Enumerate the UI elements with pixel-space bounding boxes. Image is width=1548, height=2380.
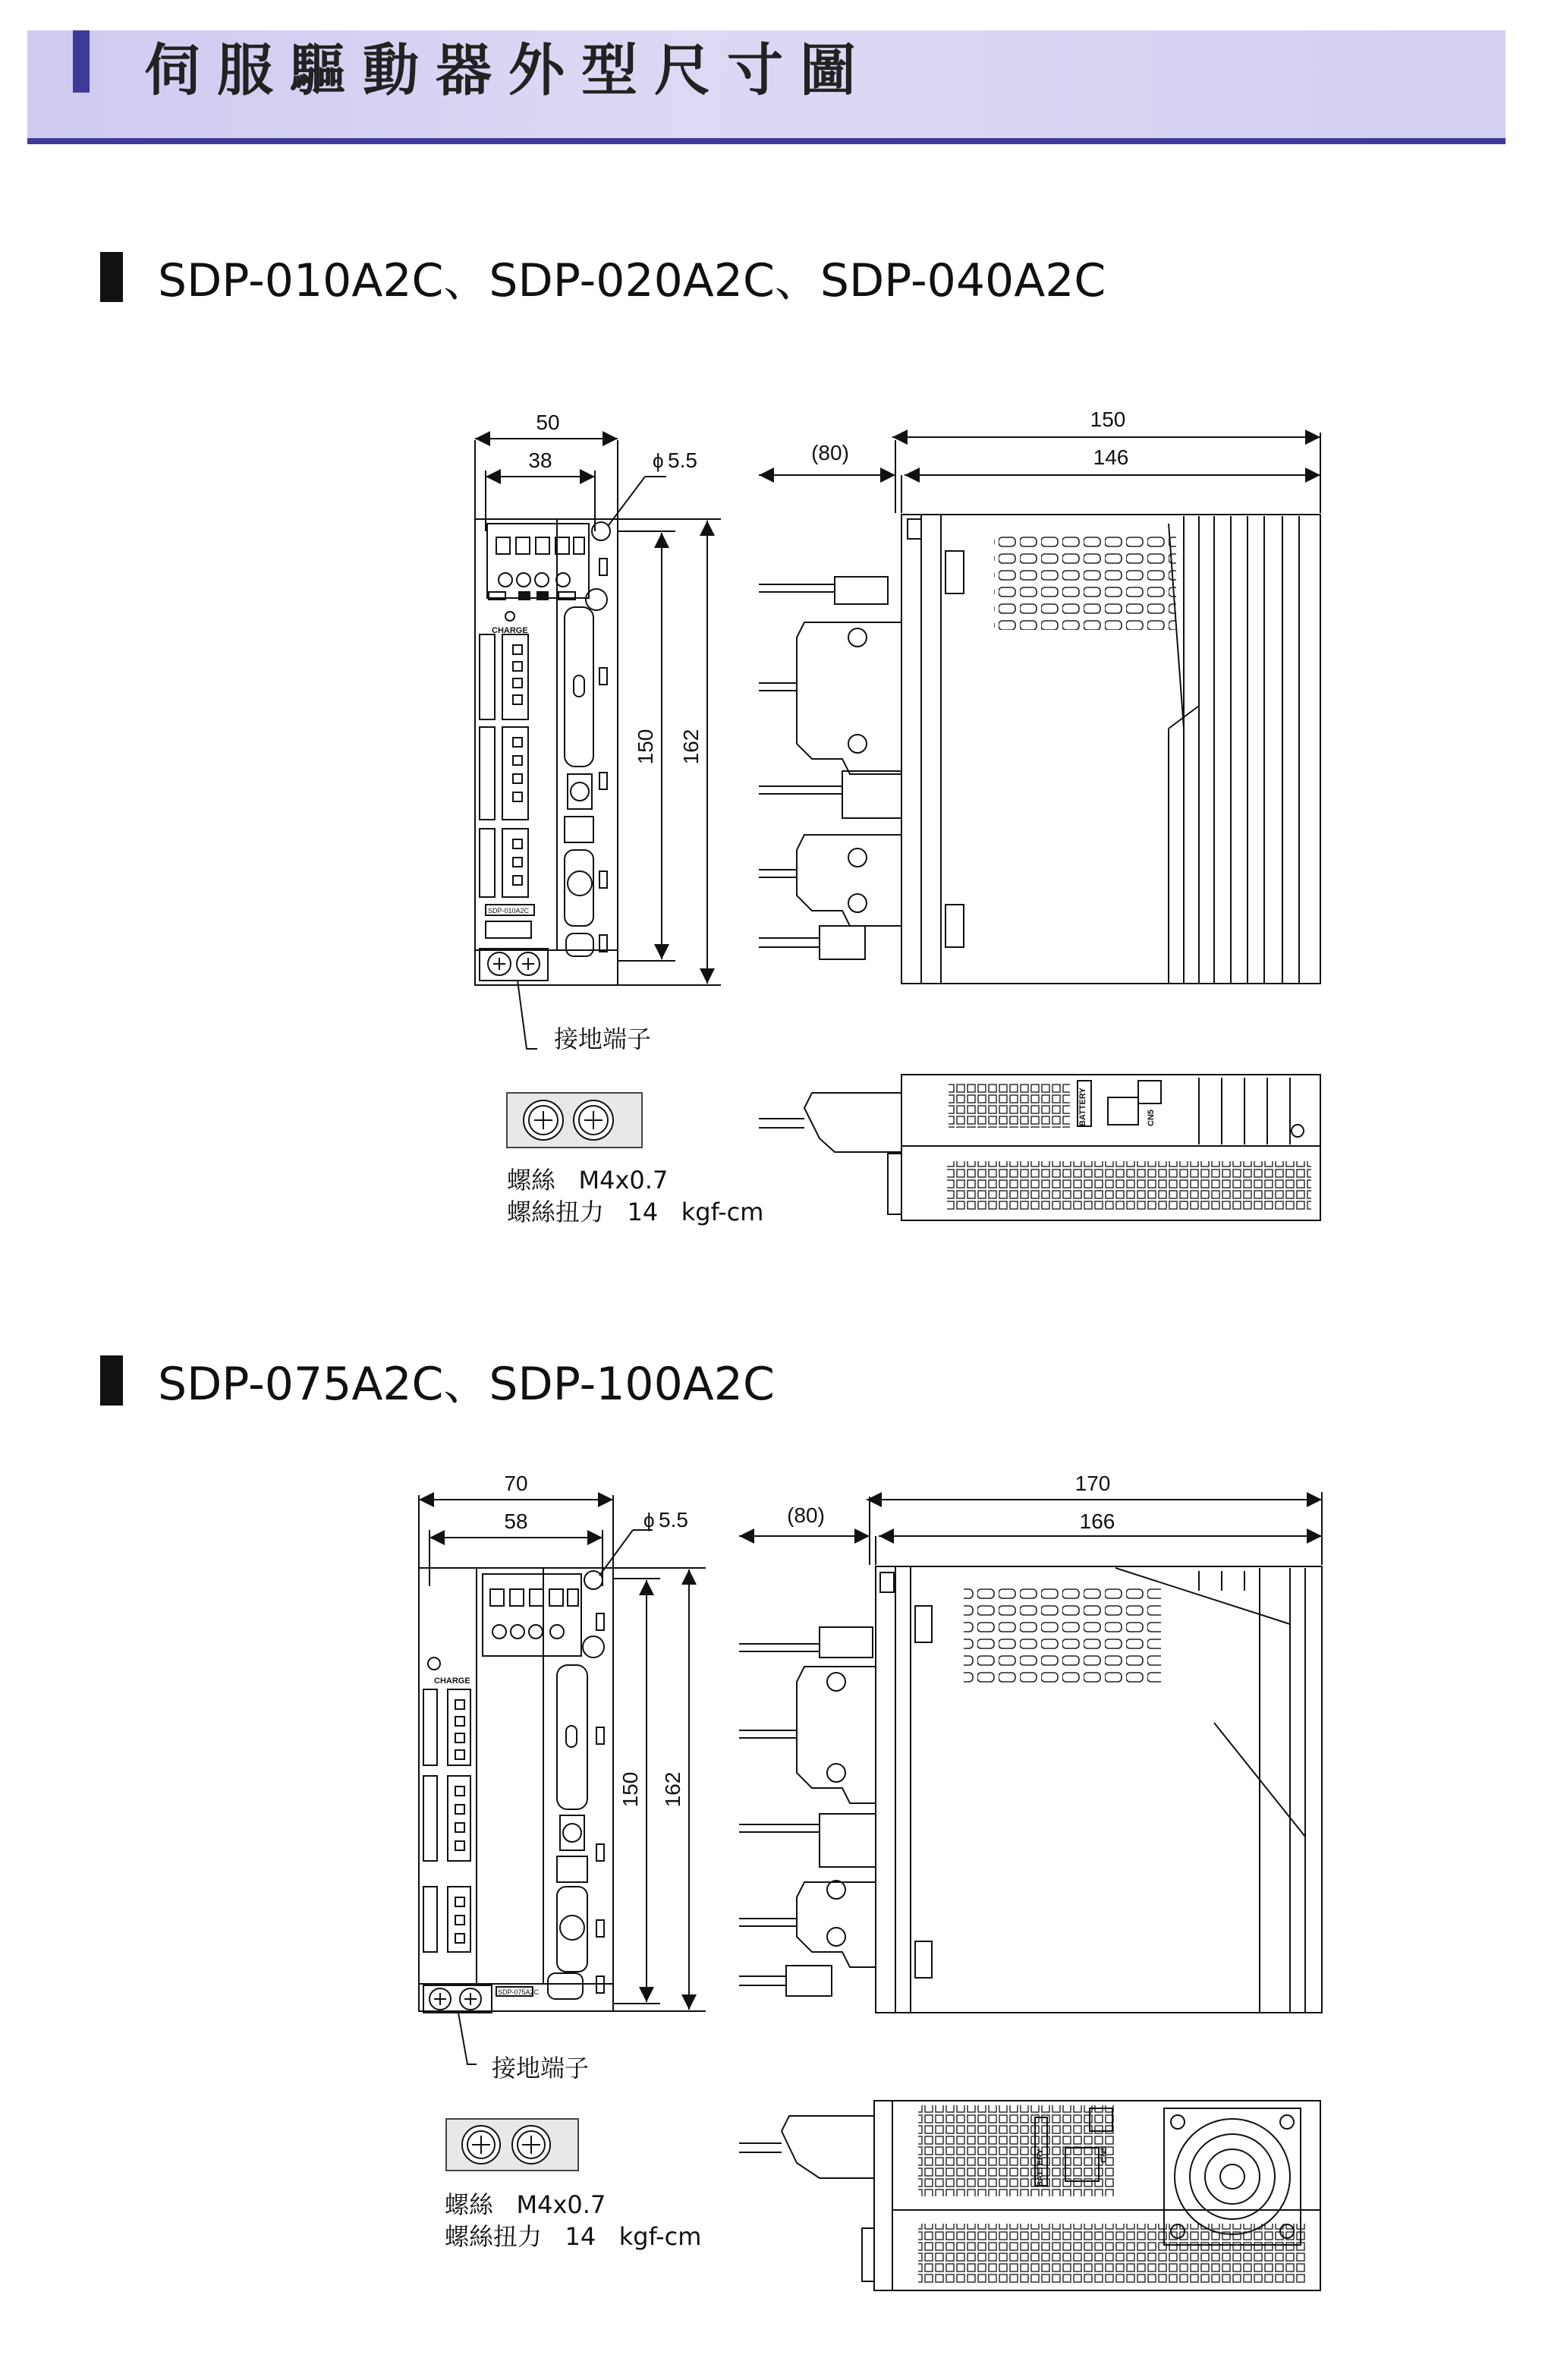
dim-hole-1: 5.5	[668, 449, 697, 472]
charge-label-1: CHARGE	[492, 626, 528, 635]
dim-width-mount-1: 38	[528, 449, 552, 472]
dim-height-total-2: 162	[661, 1771, 684, 1808]
battery-label-1: BATTERY	[1078, 1088, 1087, 1126]
dim-depth-body-1: 146	[1093, 445, 1129, 469]
screw-spec-2: 螺絲 M4x0.7	[445, 2190, 606, 2219]
battery-label-2: BATTERY	[1036, 2149, 1045, 2187]
ground-terminal-label-1: 接地端子	[554, 1025, 652, 1053]
cn5-label-1: CN5	[1147, 1109, 1156, 1126]
dim-depth-total-1: 150	[1090, 408, 1126, 431]
dim-width-total-2: 70	[504, 1472, 528, 1495]
dim-hole-symbol-2: ϕ	[643, 1509, 655, 1532]
side-view-2	[739, 1492, 1322, 2013]
side-view-1	[759, 433, 1320, 984]
screw-spec-1: 螺絲 M4x0.7	[507, 1166, 669, 1195]
dim-height-mount-2: 150	[618, 1771, 642, 1808]
model-label-1: SDP-010A2C	[488, 907, 530, 915]
ground-terminal-label-2: 接地端子	[492, 2054, 590, 2082]
dim-hole-2: 5.5	[659, 1508, 688, 1532]
dim-height-mount-1: 150	[634, 729, 657, 765]
page-title: 伺服驅動器外型尺寸圖	[144, 38, 873, 103]
model-label-2: SDP-075A2C	[498, 1988, 540, 1996]
dim-cable-1: (80)	[811, 441, 849, 464]
dim-width-total-1: 50	[536, 411, 560, 434]
ground-screws-2	[446, 2119, 578, 2171]
section-1-title: SDP-010A2C、SDP-020A2C、SDP-040A2C	[158, 254, 1106, 307]
dim-depth-body-2: 166	[1079, 1510, 1115, 1533]
charge-label-2: CHARGE	[434, 1676, 470, 1686]
ground-screws-1	[507, 1093, 642, 1148]
dim-width-mount-2: 58	[504, 1510, 528, 1533]
front-view-2	[419, 1568, 613, 2013]
dim-hole-symbol-1: ϕ	[653, 449, 664, 472]
section-2-title: SDP-075A2C、SDP-100A2C	[158, 1358, 775, 1411]
dim-cable-2: (80)	[787, 1503, 825, 1527]
torque-spec-1: 螺絲扭力 14 kgf-cm	[507, 1198, 764, 1226]
torque-spec-2: 螺絲扭力 14 kgf-cm	[445, 2222, 702, 2251]
front-view-1	[475, 519, 618, 985]
cn5-label-2: CN5	[1100, 2145, 1109, 2163]
top-view-1	[759, 1075, 1320, 1220]
dim-height-total-1: 162	[679, 729, 703, 765]
top-view-2	[739, 2101, 1320, 2290]
dim-depth-total-2: 170	[1074, 1472, 1111, 1495]
